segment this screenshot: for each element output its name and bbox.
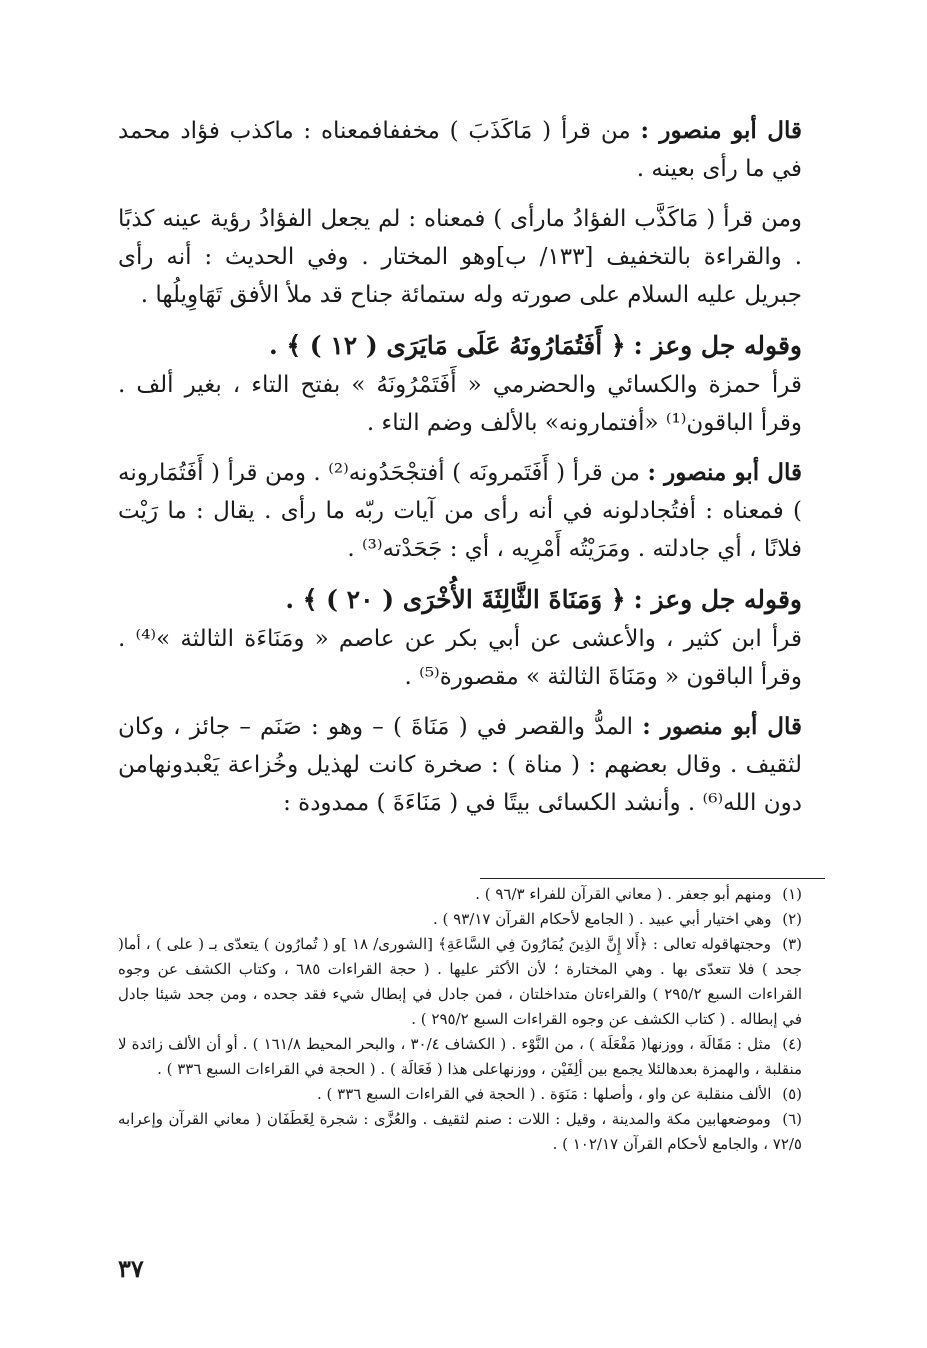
verse-heading-1 xyxy=(118,326,802,366)
paragraph-lead: قال أبو منصور : xyxy=(642,713,803,740)
paragraph-text: قرأ حمزة والكسائي والحضرمي « أَفَتَمْرُونَهُ » بفتح التاء ، بغير ألف . وقرأ الباقون⁽¹⁾ «أفتمارونه» بالألف وضم التاء . xyxy=(118,372,802,436)
paragraph-text: من قرأ ( أَفَتَمرونَه ) أفتجْحَدُونه⁽²⁾ . ومن قرأ ( أَفَتُمَارونه ) فمعناه : أفتُجادلونه في أنه رأى من آيات ربّه ما رأى . يقال : ما رَيْت فلانًا ، أي جادلته . ومَرَيْتُه أَمْرِيه ، أي : جَحَدْته⁽³⁾ . xyxy=(118,460,802,562)
footnote-text: مثل : مَقَالَة ، ووزنها( مَفْعَلَة ) ، من النَّوْء . ( الكشاف ٣٠/٤ ، والبحر المحيط ١٦١/٨ ) . أو أن الألف زائدة لا منقلبة ، والهمزة بعدهالئلا يجمع بين ألِفَيْن ، ووزنهاعلى هذا ( فَعَالَة ) . ( الحجة في القراءات السبع ٣٣٦ ) . xyxy=(118,1035,802,1078)
paragraph-3 xyxy=(118,366,802,442)
footnote-2 xyxy=(118,907,802,932)
paragraph-lead: وقوله جل وعز : xyxy=(633,585,802,614)
footnote-text: ومنهم أبو جعفر . ( معاني القرآن للفراء ٩٦/٣ ) . xyxy=(475,885,772,903)
paragraph-text: ومن قرأ ( مَاكَذَّب الفؤادُ مارأى ) فمعناه : لم يجعل الفؤادُ رؤية عينه كذبًا . والقراءة بالتخفيف [١٣٣/ ب]وهو المختار . وفي الحديث : أنه رأى جبريل عليه السلام على صورته وله ستمائة جناح قد ملأ الأفق تَهَاوِيلُها . xyxy=(118,206,803,308)
footnote-number: (٤) xyxy=(782,1035,802,1053)
footnote-1 xyxy=(118,882,802,907)
footnote-number: (٥) xyxy=(782,1085,802,1103)
footnote-number: (١) xyxy=(782,885,802,903)
footnote-5 xyxy=(118,1082,802,1107)
footnote-text: وهي اختيار أبي عبيد . ( الجامع لأحكام القرآن ٩٣/١٧ ) . xyxy=(433,910,772,928)
verse-heading-2 xyxy=(118,580,802,620)
paragraph-4 xyxy=(118,454,802,568)
footnote-text: الألف منقلبة عن واو ، وأصلها : مَنَوَة . ( الحجة في القراءات السبع ٣٣٦ ) . xyxy=(316,1085,772,1103)
footnote-text: وموضعهابين مكة والمدينة ، وقيل : اللات : صنم لثقيف . والعُزَّى : شجرة لِغَطَفَان ( معاني القرآن وإعرابه ٧٢/٥ ، والجامع لأحكام القرآن ١٠٢/١٧ ) . xyxy=(118,1110,802,1153)
footnote-number: (٦) xyxy=(782,1110,802,1128)
paragraph-lead: وقوله جل وعز : xyxy=(633,331,802,360)
footnotes xyxy=(118,882,802,1157)
paragraph-2 xyxy=(118,200,802,314)
footnote-number: (٢) xyxy=(782,910,802,928)
paragraph-lead: قال أبو منصور : xyxy=(647,459,803,486)
footnote-text: وحجتهاقوله تعالى : ﴿أَلا إِنَّ الذِينَ يُمَارُونَ فِي السَّاعَةِ﴾ [الشورى/ ١٨ ]و ( تُمارُون ) يتعدّى بـ ( على ) ، أما( جحد ) فلا تتعدّى بها . وهي المختارة ؛ لأن الأكثر عليها . ( حجة القراءات ٦٨٥ ، وكتاب الكشف عن وجوه القراءات السبع ٢٩٥/٢ ) والقراءتان متداخلتان ، فمن جادل في إبطال شيء فقد جحده ، ومن جحد شيئا جادل في إبطاله . ( كتاب الكشف عن وجوه القراءات السبع ٢٩٥/٢ ) . xyxy=(118,935,803,1028)
main-text xyxy=(118,112,802,822)
quran-verse: ﴿ أَفَتُمَارُونَهُ عَلَى مَايَرَى ( ١٢ ) ﴾ . xyxy=(269,331,626,360)
paragraph-text: قرأ ابن كثير ، والأعشى عن أبي بكر عن عاصم « ومَنَاءَة الثالثة »⁽⁴⁾ . وقرأ الباقون « ومَنَاةَ الثالثة » مقصورة⁽⁵⁾ . xyxy=(118,626,802,690)
footnote-4 xyxy=(118,1032,802,1082)
footnote-number: (٣) xyxy=(782,935,802,953)
footnote-3 xyxy=(118,932,802,1032)
paragraph-6 xyxy=(118,708,802,822)
page-number: ٣٧ xyxy=(118,1254,144,1283)
paragraph-1 xyxy=(118,112,802,188)
paragraph-text: المدُّ والقصر في ( مَنَاةَ ) – وهو : صَنَم – جائز ، وكان لثقيف . وقال بعضهم : ( مناة ) : صخرة كانت لهذيل وخُزاعة يَعْبدونهامن دون الله⁽⁶⁾ . وأنشد الكسائى بيتًا في ( مَنَاءَةَ ) ممدودة : xyxy=(118,714,802,816)
paragraph-lead: قال أبو منصور : xyxy=(640,117,803,144)
footnote-6 xyxy=(118,1107,802,1157)
footnote-divider xyxy=(480,878,825,879)
paragraph-5 xyxy=(118,620,802,696)
quran-verse: ﴿ وَمَنَاةَ الثَّالِثَةَ الأُخْرَى ( ٢٠ ) ﴾ . xyxy=(285,585,626,614)
paragraph-text: من قرأ ( مَاكَذَبَ ) مخففافمعناه : ماكذب فؤاد محمد في ما رأى بعينه . xyxy=(118,118,802,182)
